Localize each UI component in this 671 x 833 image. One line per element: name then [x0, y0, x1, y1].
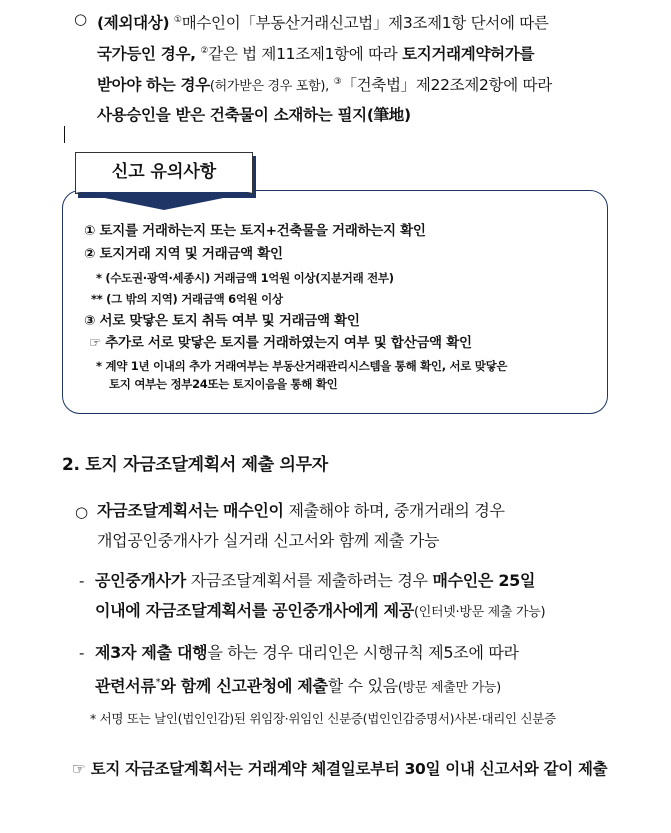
note-marker-1: ①: [173, 15, 182, 25]
p3-text-c: 관련서류: [95, 676, 156, 696]
notice-item-3: ③ 서로 맞닿은 토지 취득 여부 및 거래금액 확인: [84, 313, 360, 329]
note-star: *: [96, 359, 102, 373]
bottom-note: [72, 757, 607, 779]
dash-2: -: [79, 644, 85, 662]
exempt-text-7: 「건축법」제22조제2항에 따라: [341, 76, 552, 95]
exempt-paragraph: [97, 6, 612, 129]
p3-text-a: 제3자 제출 대행: [95, 643, 208, 662]
exempt-label: (제외대상): [97, 14, 170, 33]
bullet-circle: ○: [74, 10, 88, 28]
pointing-hand-icon-2: ☞: [72, 760, 86, 778]
p2-text-b: 자금조달계획서를 제출하려는 경우: [190, 571, 428, 590]
exempt-text-2: 국가등인 경우,: [97, 45, 196, 64]
note-marker-2: ②: [200, 46, 209, 57]
notice-item-3-note-line-2: 토지 여부는 정부24또는 토지이음을 통해 확인: [109, 377, 338, 391]
notice-item-3-note-line-1: [96, 357, 507, 375]
p3-text-d: 와 함께 신고관청에 제출: [160, 676, 328, 696]
notice-item-1: ① 토지를 거래하는지 또는 토지+건축물을 거래하는지 확인: [84, 223, 426, 239]
p2-text-d: 이내에 자금조달계획서를 공인중개사에게 제공: [95, 601, 414, 620]
p1-text-b: 매수인이: [223, 501, 284, 520]
exempt-text-3: 같은 법 제11조제1항에 따라: [208, 45, 398, 64]
p3-text-f: (방문 제출만 가능): [397, 680, 501, 696]
section-paragraph-1: [97, 496, 505, 556]
notice-title-arrow: [75, 192, 253, 210]
p2-text-c: 매수인은 25일: [432, 571, 536, 590]
notice-item-2: ② 토지거래 지역 및 거래금액 확인: [84, 246, 283, 262]
p3-text-b: 을 하는 경우 대리인은 시행규칙 제5조에 따라: [207, 643, 519, 662]
notice-item-3-sub: [89, 334, 472, 352]
p1-text-c: 제출해야 하며, 중개거래의 경우: [288, 501, 505, 520]
section-bullet-circle: ○: [75, 503, 89, 521]
notice-item-3-sub-text: 추가로 서로 맞닿은 토지를 거래하였는지 여부 및 합산금액 확인: [105, 335, 472, 351]
notice-item-2-sub-2: ** (그 밖의 지역) 거래금액 6억원 이상: [91, 292, 283, 306]
p3-star: *: [155, 677, 161, 688]
pointing-hand-icon: ☞: [89, 335, 101, 351]
p3-text-e: 할 수 있음: [327, 676, 398, 696]
section-paragraph-2: [95, 566, 545, 628]
notice-item-3-note-text-1: 계약 1년 이내의 추가 거래여부는 부동산거래관리시스템을 통해 확인, 서로 맞닿은: [105, 359, 508, 373]
exempt-text-8: 사용승인을 받은 건축물이 소재하는 필지(筆地): [97, 106, 411, 125]
p2-text-a: 공인중개사가: [95, 571, 186, 590]
note-marker-3: ③: [333, 77, 342, 88]
p2-text-e: (인터넷·방문 제출 가능): [413, 605, 546, 620]
bottom-note-text: 토지 자금조달계획서는 거래계약 체결일로부터 30일 이내 신고서와 같이 제출: [90, 760, 608, 778]
dash-1: -: [79, 572, 85, 590]
p1-text-d: 개업공인중개사가 실거래 신고서와 함께 제출 가능: [97, 531, 440, 550]
exempt-text-1: 매수인이「부동산거래신고법」제3조제1항 단서에 따른: [181, 14, 549, 33]
exempt-text-5: 받아야 하는 경우: [97, 76, 210, 95]
notice-title: 신고 유의사항: [75, 152, 253, 194]
p1-text-a: 자금조달계획서는: [97, 501, 219, 520]
footnote: * 서명 또는 날인(법인인감)된 위임장·위임인 신분증(법인인감증명서)사본·대리인 신분증: [90, 711, 556, 726]
notice-item-2-sub-1: * (수도권·광역·세종시) 거래금액 1억원 이상(지분거래 전부): [96, 271, 394, 285]
exempt-text-4: 토지거래계약허가를: [402, 45, 535, 64]
section-paragraph-3: [95, 638, 519, 703]
section-title: 2. 토지 자금조달계획서 제출 의무자: [62, 455, 328, 475]
exempt-text-6: (허가받은 경우 포함),: [209, 79, 330, 95]
text-cursor: [64, 126, 65, 143]
